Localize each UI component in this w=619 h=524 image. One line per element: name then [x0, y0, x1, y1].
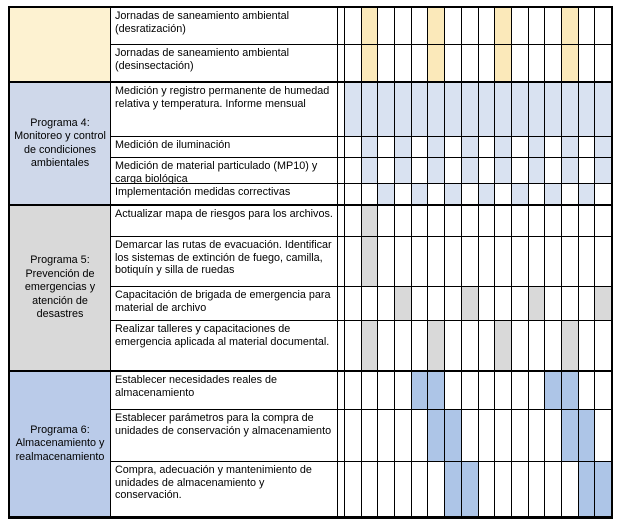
- schedule-cell-month-11: [511, 286, 528, 320]
- schedule-cell-month-10: [494, 461, 511, 516]
- schedule-cell-month-16: [594, 183, 611, 204]
- spacer-cell: [337, 461, 344, 516]
- schedule-cell-month-12: [528, 183, 545, 204]
- schedule-cell-month-5: [411, 44, 428, 81]
- schedule-cell-month-3: [377, 157, 394, 183]
- schedule-cell-month-1: [344, 461, 361, 516]
- schedule-cell-month-12: [528, 236, 545, 286]
- schedule-cell-month-4: [394, 183, 411, 204]
- activity-cell: Realizar talleres y capacitaciones de emergencia aplicada al material documental.: [110, 320, 337, 370]
- schedule-cell-month-2: [361, 286, 378, 320]
- activity-cell: Jornadas de saneamiento ambiental (desinsectación): [110, 44, 337, 81]
- activity-cell: Medición de material particulado (MP10) y carga biológica: [110, 157, 337, 183]
- schedule-cell-filled-month-12: [528, 286, 545, 320]
- schedule-cell-filled-month-4: [394, 157, 411, 183]
- schedule-cell-filled-month-6: [427, 370, 444, 409]
- schedule-cell-month-14: [561, 286, 578, 320]
- schedule-cell-filled-month-14: [561, 370, 578, 409]
- schedule-cell-month-6: [427, 286, 444, 320]
- schedule-cell-month-6: [427, 204, 444, 236]
- schedule-cell-month-11: [511, 44, 528, 81]
- schedule-cell-month-11: [511, 204, 528, 236]
- schedule-cell-month-1: [344, 7, 361, 44]
- activity-cell: Establecer necesidades reales de almacenamiento: [110, 370, 337, 409]
- schedule-cell-filled-month-2: [361, 157, 378, 183]
- schedule-cell-month-15: [578, 204, 595, 236]
- schedule-cell-month-9: [478, 409, 495, 461]
- program-header-6: Programa 6: Almacenamiento y realmacenamiento: [10, 370, 110, 516]
- schedule-cell-filled-month-13: [544, 183, 561, 204]
- spacer-cell: [337, 409, 344, 461]
- schedule-cell-month-4: [394, 409, 411, 461]
- schedule-cell-month-10: [494, 409, 511, 461]
- schedule-cell-filled-month-10: [494, 44, 511, 81]
- schedule-cell-month-7: [444, 157, 461, 183]
- schedule-cell-filled-month-10: [494, 157, 511, 183]
- program-header-3: [10, 7, 110, 81]
- schedule-cell-month-4: [394, 461, 411, 516]
- spacer-cell: [337, 183, 344, 204]
- schedule-cell-month-13: [544, 7, 561, 44]
- schedule-cell-filled-month-10: [494, 136, 511, 157]
- schedule-cell-filled-month-15: [578, 409, 595, 461]
- schedule-cell-filled-month-6: [427, 136, 444, 157]
- schedule-cell-filled-month-9: [478, 81, 495, 136]
- program-header-4: Programa 4: Monitoreo y control de condiciones ambientales: [10, 81, 110, 204]
- schedule-cell-month-1: [344, 157, 361, 183]
- schedule-cell-filled-month-2: [361, 7, 378, 44]
- schedule-cell-filled-month-3: [377, 81, 394, 136]
- activity-cell: Implementación medidas correctivas: [110, 183, 337, 204]
- schedule-cell-month-15: [578, 370, 595, 409]
- schedule-cell-month-5: [411, 320, 428, 370]
- schedule-cell-filled-month-6: [427, 7, 444, 44]
- schedule-cell-filled-month-5: [411, 183, 428, 204]
- schedule-cell-month-14: [561, 461, 578, 516]
- schedule-cell-month-5: [411, 236, 428, 286]
- schedule-cell-month-8: [461, 44, 478, 81]
- schedule-cell-month-7: [444, 370, 461, 409]
- schedule-cell-month-13: [544, 157, 561, 183]
- spacer-cell: [337, 204, 344, 236]
- schedule-cell-month-9: [478, 44, 495, 81]
- schedule-cell-month-16: [594, 370, 611, 409]
- schedule-cell-month-9: [478, 204, 495, 236]
- spacer-cell: [337, 320, 344, 370]
- schedule-cell-month-7: [444, 44, 461, 81]
- spacer-cell: [337, 157, 344, 183]
- schedule-cell-month-15: [578, 7, 595, 44]
- schedule-cell-month-14: [561, 236, 578, 286]
- schedule-cell-filled-month-1: [344, 81, 361, 136]
- schedule-cell-month-14: [561, 183, 578, 204]
- schedule-cell-filled-month-11: [511, 183, 528, 204]
- schedule-cell-filled-month-4: [394, 136, 411, 157]
- schedule-cell-month-3: [377, 461, 394, 516]
- spacer-cell: [337, 44, 344, 81]
- spacer-cell: [337, 7, 344, 44]
- schedule-cell-month-2: [361, 461, 378, 516]
- schedule-cell-month-8: [461, 204, 478, 236]
- schedule-cell-month-4: [394, 204, 411, 236]
- activity-cell: Actualizar mapa de riesgos para los archivos.: [110, 204, 337, 236]
- schedule-cell-month-4: [394, 320, 411, 370]
- schedule-cell-filled-month-12: [528, 157, 545, 183]
- schedule-cell-filled-month-14: [561, 157, 578, 183]
- schedule-cell-month-13: [544, 286, 561, 320]
- schedule-cell-month-9: [478, 286, 495, 320]
- schedule-cell-filled-month-2: [361, 81, 378, 136]
- schedule-cell-month-11: [511, 7, 528, 44]
- schedule-cell-filled-month-13: [544, 81, 561, 136]
- schedule-cell-month-8: [461, 320, 478, 370]
- schedule-cell-filled-month-3: [377, 183, 394, 204]
- schedule-cell-month-1: [344, 236, 361, 286]
- activity-cell: Medición de iluminación: [110, 136, 337, 157]
- schedule-cell-filled-month-16: [594, 157, 611, 183]
- schedule-cell-month-10: [494, 183, 511, 204]
- schedule-cell-month-10: [494, 370, 511, 409]
- schedule-cell-month-7: [444, 286, 461, 320]
- schedule-cell-filled-month-6: [427, 81, 444, 136]
- schedule-cell-filled-month-8: [461, 81, 478, 136]
- schedule-cell-month-7: [444, 136, 461, 157]
- schedule-cell-filled-month-2: [361, 236, 378, 286]
- schedule-cell-month-12: [528, 44, 545, 81]
- schedule-cell-month-14: [561, 204, 578, 236]
- schedule-cell-filled-month-4: [394, 81, 411, 136]
- schedule-cell-month-4: [394, 7, 411, 44]
- schedule-cell-month-15: [578, 286, 595, 320]
- schedule-cell-month-9: [478, 7, 495, 44]
- schedule-cell-month-15: [578, 136, 595, 157]
- schedule-cell-filled-month-5: [411, 81, 428, 136]
- schedule-cell-month-9: [478, 157, 495, 183]
- schedule-cell-month-3: [377, 44, 394, 81]
- schedule-cell-filled-month-16: [594, 286, 611, 320]
- schedule-cell-month-13: [544, 136, 561, 157]
- schedule-cell-month-16: [594, 409, 611, 461]
- schedule-cell-month-13: [544, 44, 561, 81]
- schedule-cell-filled-month-8: [461, 136, 478, 157]
- schedule-cell-filled-month-16: [594, 136, 611, 157]
- schedule-cell-filled-month-6: [427, 409, 444, 461]
- schedule-cell-filled-month-2: [361, 44, 378, 81]
- activity-cell: Establecer parámetros para la compra de unidades de conservación y almacenamiento: [110, 409, 337, 461]
- schedule-cell-filled-month-7: [444, 461, 461, 516]
- schedule-cell-month-3: [377, 286, 394, 320]
- schedule-cell-filled-month-14: [561, 7, 578, 44]
- schedule-cell-filled-month-15: [578, 461, 595, 516]
- schedule-cell-month-9: [478, 320, 495, 370]
- schedule-cell-filled-month-14: [561, 81, 578, 136]
- schedule-cell-filled-month-9: [478, 183, 495, 204]
- schedule-cell-month-8: [461, 409, 478, 461]
- schedule-cell-month-13: [544, 236, 561, 286]
- schedule-cell-month-9: [478, 236, 495, 286]
- schedule-cell-filled-month-12: [528, 81, 545, 136]
- schedule-cell-month-9: [478, 370, 495, 409]
- schedule-cell-month-6: [427, 461, 444, 516]
- activity-cell: Capacitación de brigada de emergencia para material de archivo: [110, 286, 337, 320]
- schedule-cell-month-13: [544, 461, 561, 516]
- schedule-cell-month-2: [361, 183, 378, 204]
- schedule-cell-filled-month-14: [561, 44, 578, 81]
- schedule-cell-month-5: [411, 7, 428, 44]
- schedule-cell-month-12: [528, 461, 545, 516]
- schedule-cell-month-5: [411, 409, 428, 461]
- schedule-cell-month-15: [578, 44, 595, 81]
- schedule-cell-filled-month-14: [561, 136, 578, 157]
- schedule-cell-month-8: [461, 7, 478, 44]
- schedule-cell-filled-month-16: [594, 81, 611, 136]
- schedule-cell-month-3: [377, 136, 394, 157]
- schedule-cell-month-7: [444, 236, 461, 286]
- schedule-cell-filled-month-10: [494, 81, 511, 136]
- schedule-cell-month-7: [444, 320, 461, 370]
- schedule-cell-month-10: [494, 286, 511, 320]
- schedule-cell-month-3: [377, 204, 394, 236]
- spacer-cell: [337, 370, 344, 409]
- schedule-cell-month-1: [344, 320, 361, 370]
- schedule-cell-month-16: [594, 320, 611, 370]
- schedule-cell-month-11: [511, 461, 528, 516]
- schedule-cell-filled-month-2: [361, 320, 378, 370]
- schedule-cell-month-3: [377, 320, 394, 370]
- schedule-cell-month-11: [511, 409, 528, 461]
- schedule-cell-month-3: [377, 409, 394, 461]
- schedule-cell-filled-month-5: [411, 370, 428, 409]
- schedule-cell-month-6: [427, 183, 444, 204]
- schedule-cell-month-5: [411, 204, 428, 236]
- schedule-cell-month-1: [344, 370, 361, 409]
- schedule-cell-filled-month-10: [494, 7, 511, 44]
- schedule-cell-month-13: [544, 204, 561, 236]
- schedule-cell-month-8: [461, 236, 478, 286]
- schedule-cell-month-7: [444, 204, 461, 236]
- schedule-cell-month-9: [478, 461, 495, 516]
- activity-cell: Demarcar las rutas de evacuación. Identificar los sistemas de extinción de fuego, camilla, botiquín y silla de ruedas: [110, 236, 337, 286]
- schedule-cell-filled-month-8: [461, 461, 478, 516]
- schedule-cell-month-15: [578, 236, 595, 286]
- schedule-cell-month-5: [411, 157, 428, 183]
- schedule-cell-filled-month-13: [544, 370, 561, 409]
- schedule-cell-month-13: [544, 409, 561, 461]
- schedule-cell-filled-month-7: [444, 81, 461, 136]
- schedule-cell-month-6: [427, 236, 444, 286]
- schedule-cell-month-7: [444, 7, 461, 44]
- schedule-cell-month-5: [411, 286, 428, 320]
- spacer-cell: [337, 81, 344, 136]
- schedule-cell-month-3: [377, 370, 394, 409]
- schedule-cell-month-11: [511, 370, 528, 409]
- schedule-cell-filled-month-7: [444, 183, 461, 204]
- schedule-cell-filled-month-2: [361, 136, 378, 157]
- activity-cell: Medición y registro permanente de humedad relativa y temperatura. Informe mensual: [110, 81, 337, 136]
- schedule-cell-filled-month-14: [561, 320, 578, 370]
- schedule-cell-month-2: [361, 409, 378, 461]
- schedule-cell-month-12: [528, 7, 545, 44]
- schedule-cell-filled-month-6: [427, 320, 444, 370]
- schedule-cell-filled-month-7: [444, 409, 461, 461]
- schedule-cell-month-12: [528, 409, 545, 461]
- schedule-table: [8, 6, 613, 519]
- spacer-cell: [337, 236, 344, 286]
- schedule-cell-month-5: [411, 136, 428, 157]
- schedule-cell-month-1: [344, 204, 361, 236]
- schedule-cell-month-5: [411, 461, 428, 516]
- schedule-cell-month-1: [344, 409, 361, 461]
- schedule-cell-month-11: [511, 157, 528, 183]
- activity-cell: Compra, adecuación y mantenimiento de unidades de almacenamiento y conservación.: [110, 461, 337, 516]
- schedule-cell-month-12: [528, 204, 545, 236]
- schedule-cell-month-16: [594, 44, 611, 81]
- schedule-cell-month-4: [394, 370, 411, 409]
- spacer-cell: [337, 286, 344, 320]
- schedule-cell-filled-month-10: [494, 320, 511, 370]
- schedule-cell-month-4: [394, 44, 411, 81]
- schedule-cell-month-12: [528, 320, 545, 370]
- schedule-cell-month-10: [494, 204, 511, 236]
- activity-cell: Jornadas de saneamiento ambiental (desratización): [110, 7, 337, 44]
- schedule-cell-month-1: [344, 44, 361, 81]
- schedule-cell-filled-month-12: [528, 136, 545, 157]
- schedule-cell-filled-month-8: [461, 286, 478, 320]
- schedule-cell-month-16: [594, 7, 611, 44]
- schedule-cell-month-3: [377, 236, 394, 286]
- schedule-cell-month-15: [578, 157, 595, 183]
- schedule-cell-filled-month-11: [511, 81, 528, 136]
- schedule-cell-month-9: [478, 136, 495, 157]
- schedule-cell-filled-month-6: [427, 44, 444, 81]
- schedule-cell-filled-month-4: [394, 286, 411, 320]
- schedule-cell-filled-month-6: [427, 157, 444, 183]
- schedule-cell-month-2: [361, 370, 378, 409]
- schedule-cell-filled-month-16: [594, 461, 611, 516]
- schedule-cell-month-12: [528, 370, 545, 409]
- schedule-cell-month-1: [344, 183, 361, 204]
- schedule-cell-month-1: [344, 136, 361, 157]
- program-header-5: Programa 5: Prevención de emergencias y atención de desastres: [10, 204, 110, 370]
- spacer-cell: [337, 136, 344, 157]
- schedule-cell-month-8: [461, 183, 478, 204]
- schedule-cell-month-13: [544, 320, 561, 370]
- schedule-cell-month-1: [344, 286, 361, 320]
- schedule-cell-month-11: [511, 236, 528, 286]
- schedule-cell-filled-month-15: [578, 81, 595, 136]
- schedule-cell-month-3: [377, 7, 394, 44]
- schedule-cell-filled-month-8: [461, 157, 478, 183]
- schedule-cell-filled-month-14: [561, 409, 578, 461]
- schedule-cell-month-11: [511, 320, 528, 370]
- schedule-cell-month-11: [511, 136, 528, 157]
- schedule-cell-month-15: [578, 320, 595, 370]
- schedule-cell-month-4: [394, 236, 411, 286]
- schedule-cell-month-8: [461, 370, 478, 409]
- schedule-cell-filled-month-2: [361, 204, 378, 236]
- schedule-cell-month-16: [594, 236, 611, 286]
- schedule-cell-filled-month-15: [578, 183, 595, 204]
- schedule-cell-month-16: [594, 204, 611, 236]
- schedule-cell-month-10: [494, 236, 511, 286]
